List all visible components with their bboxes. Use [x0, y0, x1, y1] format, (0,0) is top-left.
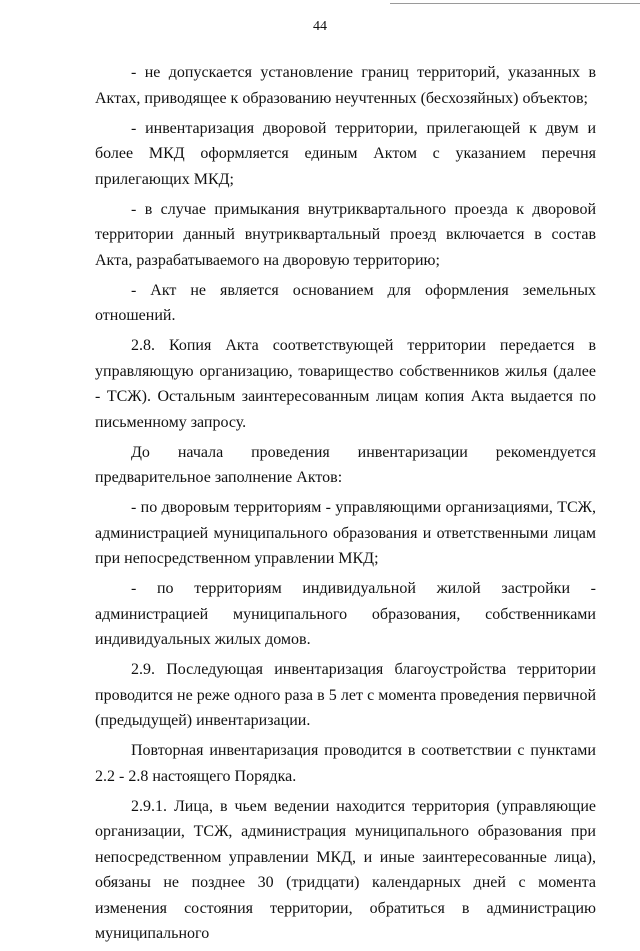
- page-number: 44: [313, 19, 327, 34]
- paragraph-no-unaccounted-objects: - не допускается установление границ территорий, указанных в Актах, приводящее к образованию неучтенных (бесхозяйных) объектов;: [95, 64, 596, 107]
- paragraph-2-8-act-copy: 2.8. Копия Акта соответствующей территории передается в управляющую организацию, товарищество собственников жилья (далее - ТСЖ). Остальным заинтересованным лицам копия Акта выдается по письменному запросу.: [95, 337, 596, 431]
- paragraph-act-not-land-basis: - Акт не является основанием для оформления земельных отношений.: [95, 281, 596, 324]
- paragraph-2-9-subsequent-inventory: 2.9. Последующая инвентаризация благоустройства территории проводится не реже одного раза в 5 лет с момента проведения первичной (предыдущей) инвентаризации.: [95, 661, 596, 729]
- paragraph-intra-block-passage: - в случае примыкания внутриквартального проезда к дворовой территории данный внутриквартальный проезд включается в состав Акта, разрабатываемого на дворовую территорию;: [95, 200, 596, 269]
- paragraph-courtyard-territories: - по дворовым территориям - управляющими организациями, ТСЖ, администрацией муниципального образования и ответственными лицам при непосредственном управлении МКД;: [95, 499, 596, 567]
- paragraph-individual-housing: - по территориям индивидуальной жилой застройки - администрацией муниципального образования, собственниками индивидуальных жилых домов.: [95, 580, 596, 648]
- paragraph-repeat-inventory: Повторная инвентаризация проводится в соответствии с пунктами 2.2 - 2.8 настоящего Порядка.: [95, 742, 596, 785]
- document-body: [95, 60, 596, 951]
- paragraph-2-9-1-responsible-persons: 2.9.1. Лица, в чьем ведении находится территория (управляющие организации, ТСЖ, администрация муниципального образования при непосредственном управлении МКД, и иные заинтересованные лица), обязаны не позднее 30 (тридцати) календарных дней с момента изменения состояния территории, обратиться в администрацию муниципального: [95, 797, 596, 942]
- paragraph-single-act-multiple-mkd: - инвентаризация дворовой территории, прилегающей к двум и более МКД оформляется единым Актом с указанием перечня прилегающих МКД;: [95, 119, 596, 188]
- paragraph-preliminary-filling: До начала проведения инвентаризации рекомендуется предварительное заполнение Актов:: [95, 443, 596, 486]
- top-border-line: [390, 3, 640, 4]
